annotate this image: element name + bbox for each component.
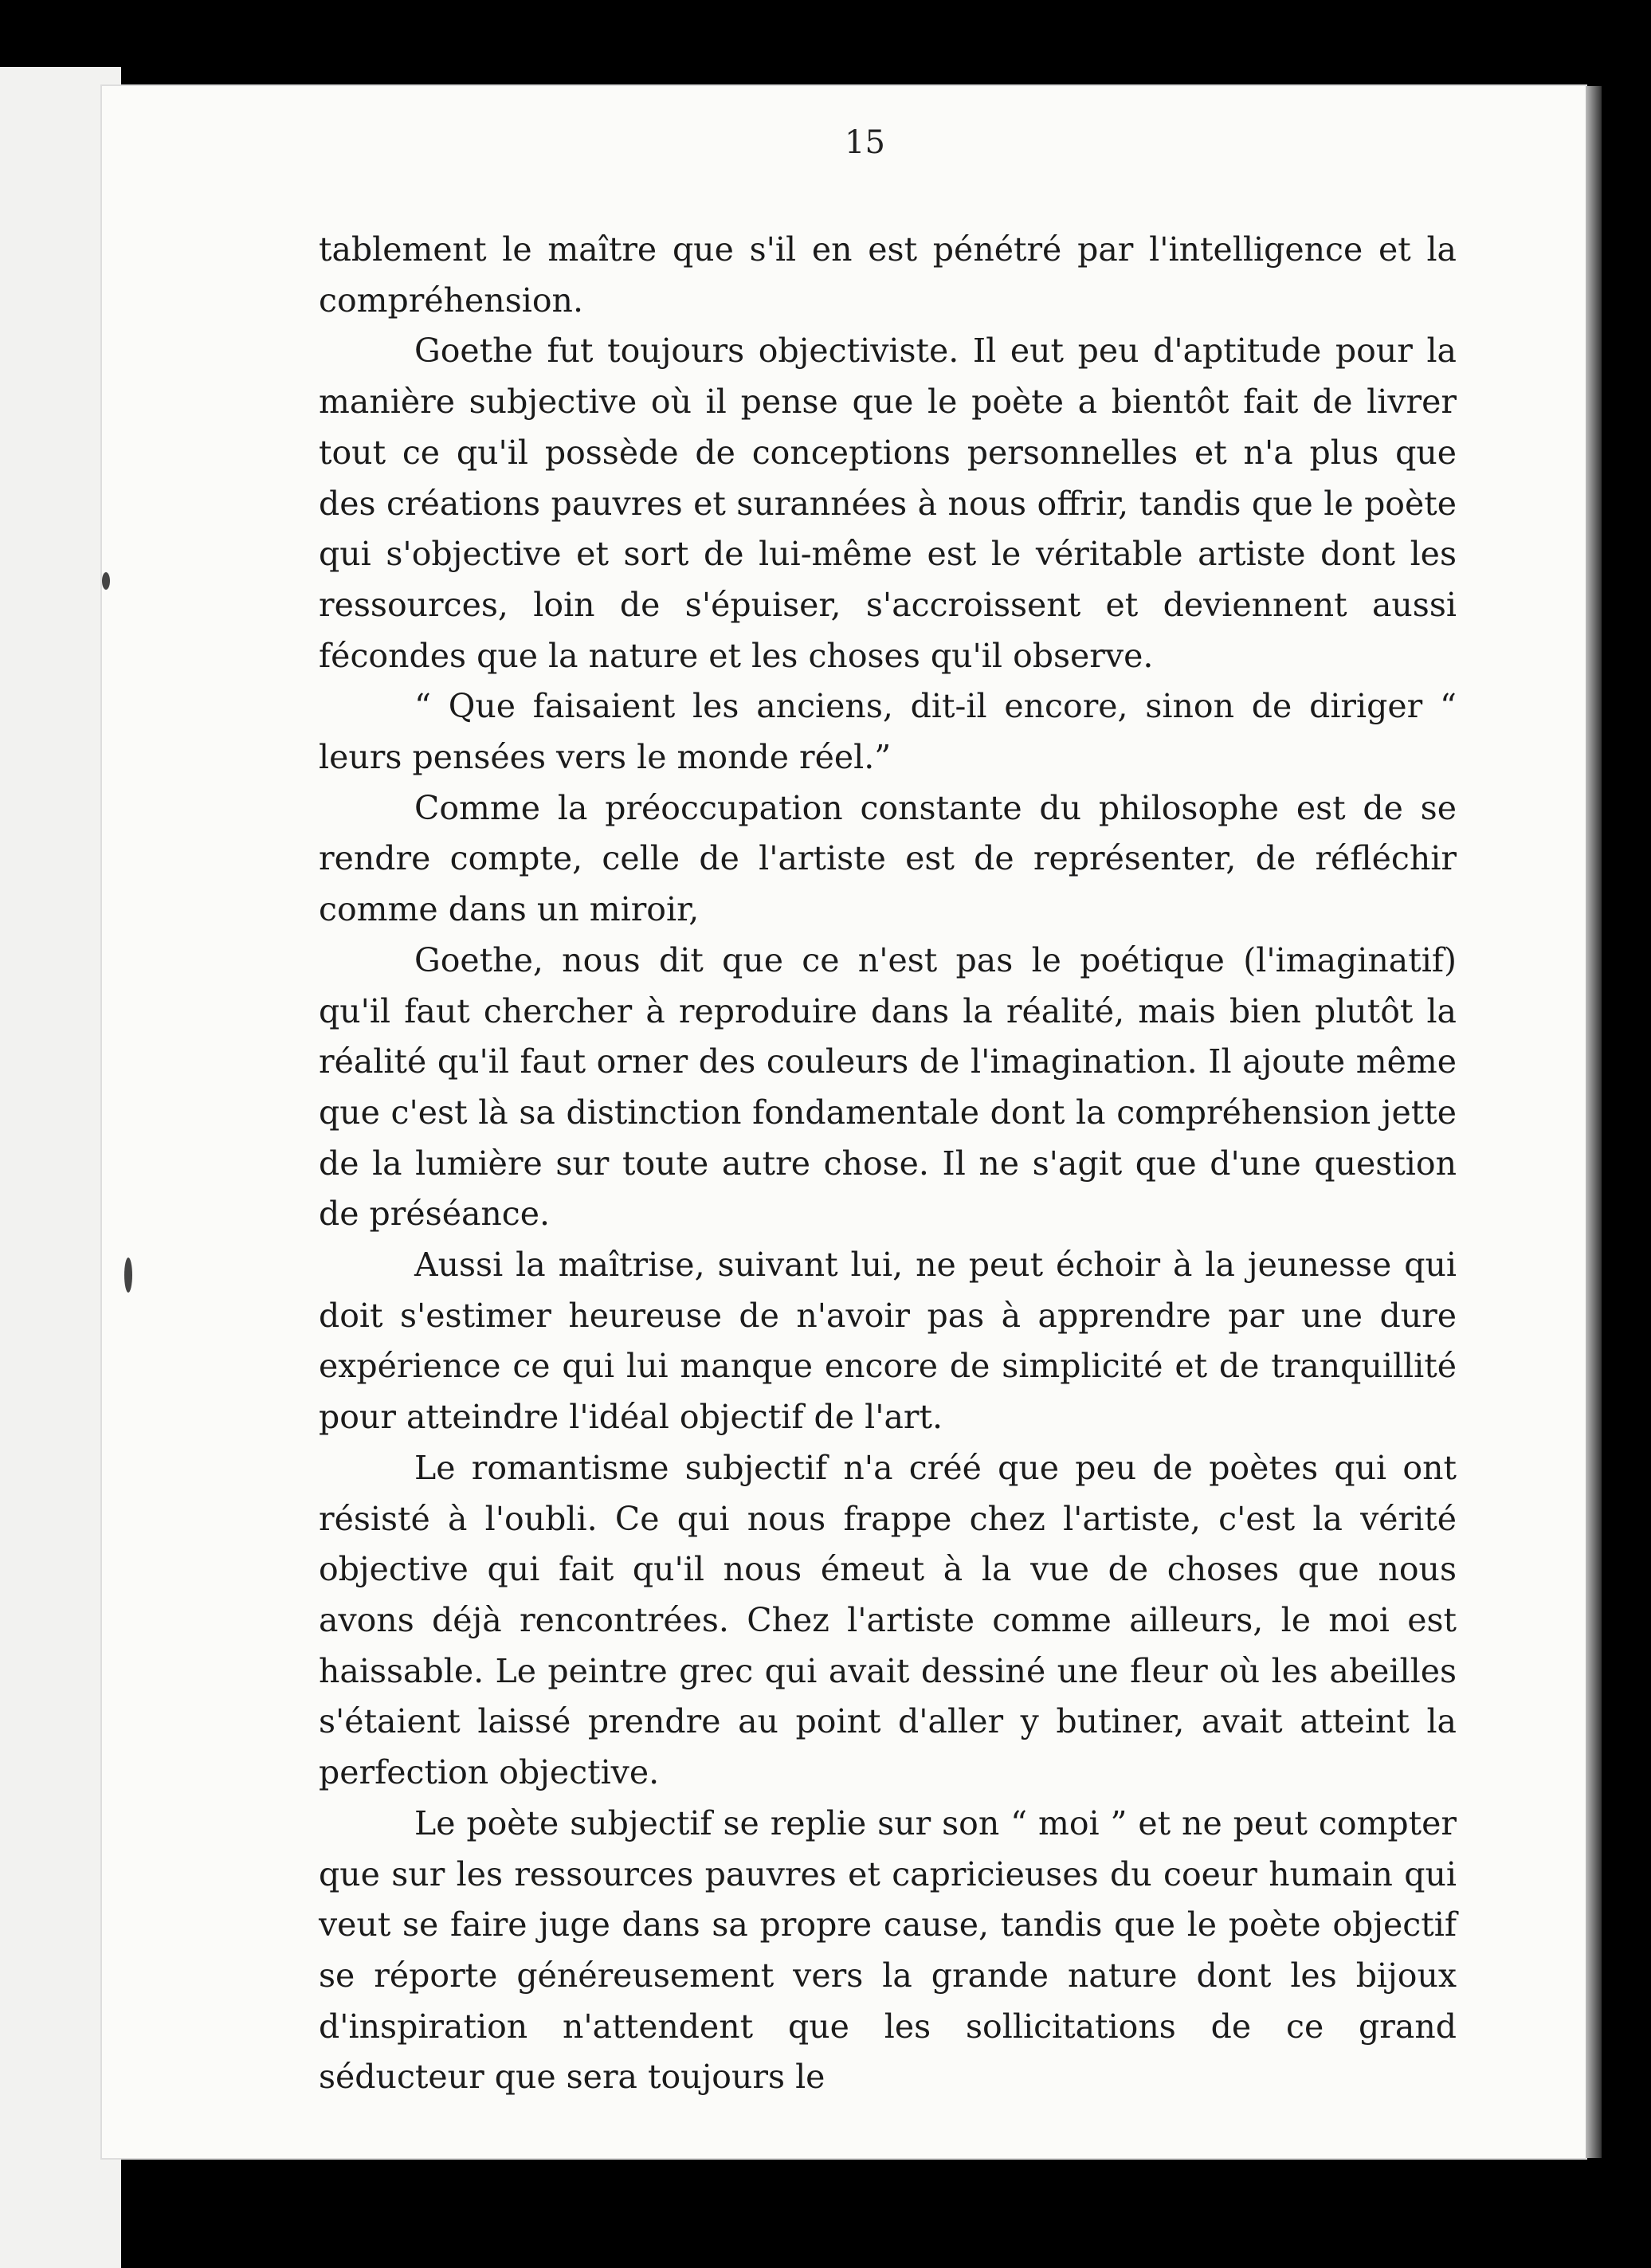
paragraph: Le poète subjectif se replie sur son “ moi ” et ne peut compter que sur les ressources pauvres et capricieuses du coeur humain qui veut se faire juge dans sa propre cause, tandis que le poète objectif se réporte généreusement vers la grande nature dont les bijoux d'inspiration n'attendent que les sollicitations de ce grand séducteur que sera toujours le — [319, 1803, 1457, 2097]
paragraph: Le romantisme subjectif n'a créé que peu de poètes qui ont résisté à l'oubli. Ce qui nous frappe chez l'artiste, c'est la vérité objective qui fait qu'il nous émeut à la vue de choses que nous avons déjà rencontrées. Chez l'artiste comme ailleurs, le moi est haissable. Le peintre grec qui avait dessiné une fleur où les abeilles s'étaient laissé prendre au point d'aller y butiner, avait atteint la perfection objective. — [319, 1448, 1457, 1792]
scan-speck — [102, 572, 110, 590]
paragraph: Comme la préoccupation constante du philosophe est de se rendre compte, celle de l'artiste est de représenter, de réfléchir comme dans un miroir, — [319, 788, 1457, 929]
paragraph: Aussi la maîtrise, suivant lui, ne peut échoir à la jeunesse qui doit s'estimer heureuse de n'avoir pas à apprendre par une dure expérience ce qui lui manque encore de simplicité et de tranquillité pour atteindre l'idéal objectif de l'art. — [319, 1246, 1457, 1437]
paragraph: “ Que faisaient les anciens, dit-il encore, sinon de diriger “ leurs pensées vers le monde réel.” — [319, 687, 1457, 777]
body-text — [319, 225, 1457, 2103]
paragraph: Goethe, nous dit que ce n'est pas le poétique (l'imaginatif) qu'il faut chercher à reproduire dans la réalité, mais bien plutôt la réalité qu'il faut orner des couleurs de l'imagination. Il ajoute même que c'est là sa distinction fondamentale dont la compréhension jette de la lumière sur toute autre chose. Il ne s'agit que d'une question de préséance. — [319, 940, 1457, 1234]
scan-speck — [124, 1258, 132, 1293]
page-gutter-shadow — [1586, 86, 1602, 2158]
page-number: 15 — [845, 124, 885, 161]
paragraph: Goethe fut toujours objectiviste. Il eut peu d'aptitude pour la manière subjective où il pense que le poète a bientôt fait de livrer tout ce qu'il possède de conceptions personnelles et n'a plus que des créations pauvres et surannées à nous offrir, tandis que le poète qui s'objective et sort de lui-même est le véritable artiste dont les ressources, loin de s'épuiser, s'accroissent et deviennent aussi fécondes que la nature et les choses qu'il observe. — [319, 332, 1457, 675]
paragraph: tablement le maître que s'il en est pénétré par l'intelligence et la compréhension. — [319, 230, 1457, 320]
